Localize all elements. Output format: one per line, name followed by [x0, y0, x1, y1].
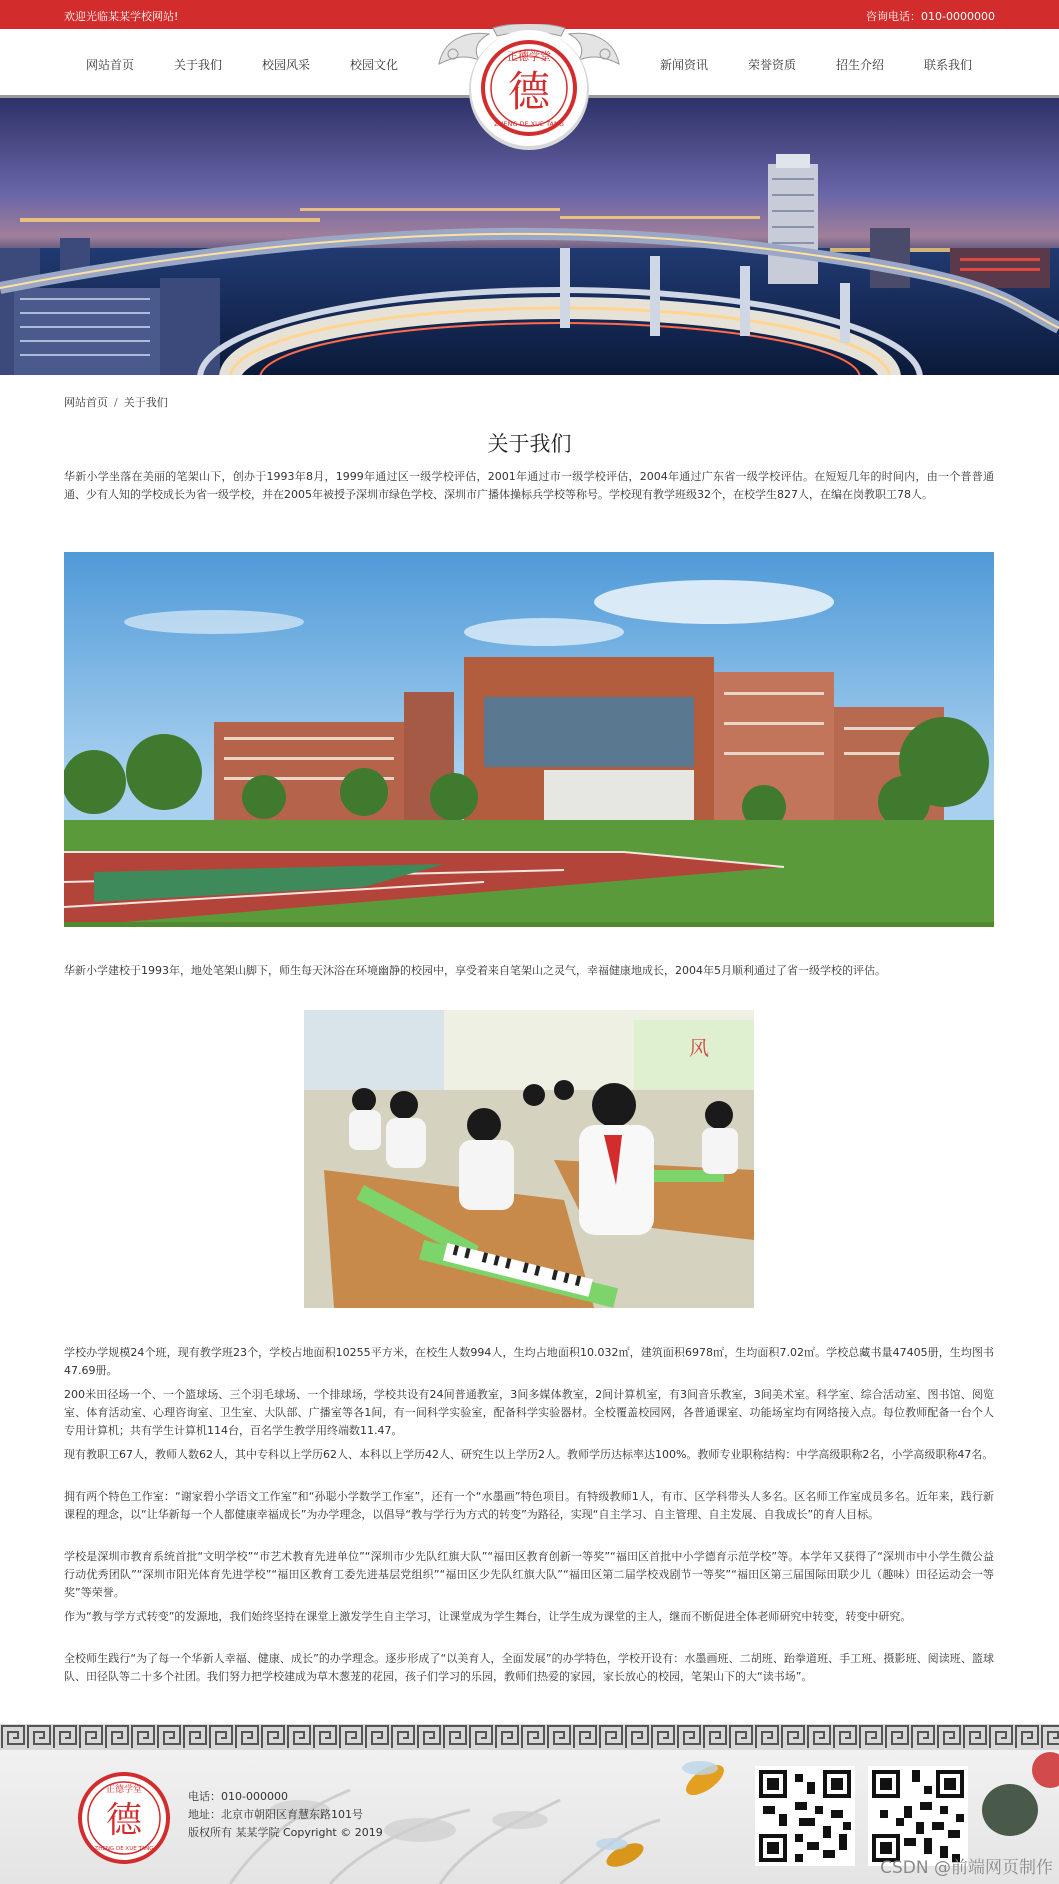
logo-emblem [433, 24, 625, 154]
breadcrumb-separator: / [114, 396, 118, 409]
nav-item-about[interactable]: 关于我们 [174, 58, 223, 72]
greek-key-pattern [0, 1724, 1059, 1750]
school-logo[interactable] [433, 24, 625, 154]
qr-code-1 [755, 1766, 855, 1866]
detail-paragraph-facilities: 200米田径场一个、一个篮球场、三个羽毛球场、一个排球场，学校共设有24间普通教室，3间多媒体教室，2间计算机室，有3间音乐教室，3间美术室。科学室、综合活动室、图书馆、阅览室、体育活动室、心理咨询室、卫生室、大队部、广播室等各1间，有一间科学实验室，配备科学实验器材。全校覆盖校园网，各普通课室、功能场室均有网络接入点。每位教师配备一台个人专用计算机；共有学生计算机114台，百名学生教学用终端数11.47。 [64, 1388, 994, 1437]
campus-building-image [64, 552, 994, 927]
breadcrumb-home[interactable]: 网站首页 [64, 396, 108, 409]
svg-text:风: 风 [689, 1036, 709, 1060]
logo-top-text: 正德学堂 [507, 50, 551, 63]
detail-paragraph-studios: 拥有两个特色工作室：“谢家碧小学语文工作室”和“孙聪小学数学工作室”，还有一个“水墨画”特色项目。有特级教师1人，有市、区学科带头人多名。区名师工作室成员多名。近年来，践行新课程的理念，以“让华新每一个人都健康幸福成长”为办学理念，以倡导“教与学行为方式的转变”为路径，实现“自主学习、自主管理、自主发展、自我成长”的育人目标。 [64, 1490, 994, 1521]
welcome-text: 欢迎光临某某学校网站! [64, 10, 179, 23]
campus-photo [64, 552, 994, 927]
footer-pattern-band [0, 1724, 1059, 1750]
students-playing-melodica-image [304, 1010, 754, 1308]
classroom-photo [304, 1010, 754, 1308]
nav-item-home[interactable]: 网站首页 [86, 58, 135, 72]
detail-paragraph-staff: 现有教职工67人，教师人数62人，其中专科以上学历62人、本科以上学历42人、研究生以上学历2人。教师学历达标率达100%。教师专业职称结构：中学高级职称2名，小学高级职称47名。 [64, 1448, 994, 1461]
nav-item-culture[interactable]: 校园文化 [350, 58, 399, 72]
footer-logo-top-text: 正德学堂 [105, 1785, 143, 1795]
bee-decoration-1 [681, 1759, 729, 1801]
logo-char: 德 [507, 67, 551, 116]
qr-code-2 [868, 1766, 968, 1866]
footer-copyright: 版权所有 某某学院 Copyright © 2019 [188, 1826, 383, 1839]
detail-paragraph-honors: 学校是深圳市教育系统首批“文明学校”“市艺术教育先进单位”“深圳市少先队红旗大队”“福田区教育创新一等奖”“福田区首批中小学德育示范学校”等。本学年又获得了“深圳市中小学生微公益行动优秀团队”“深圳市阳光体育先进学校”“福田区教育工委先进基层党组织”“福田区少先队红旗大队”“福田区第二届学校戏剧节一等奖”“福田区第三届国际田联少儿（趣味）田径运动会一等奖”等荣誉。 [64, 1550, 994, 1599]
history-paragraph: 华新小学建校于1993年，地处笔架山脚下，师生每天沐浴在环境幽静的校园中，享受着来自笔架山之灵气，幸福健康地成长，2004年5月顺利通过了省一级学校的评估。 [64, 964, 886, 977]
footer-address: 地址：北京市朝阳区育慧东路101号 [188, 1808, 363, 1821]
qr-code-icon [868, 1766, 968, 1866]
csdn-watermark: CSDN @前端网页制作 [880, 1858, 1053, 1878]
logo-bottom-text: ZHENG DE XUE TANG [494, 120, 564, 128]
site-footer [0, 1750, 1059, 1884]
intro-paragraph: 华新小学坐落在美丽的笔架山下，创办于1993年8月，1999年通过区一级学校评估，2001年通过市一级学校评估，2004年通过广东省一级学校评估。在短短几年的时间内，由一个普普通通、少有人知的学校成长为省一级学校，并在2005年被授予深圳市绿色学校、深圳市广播体操标兵学校等称号。学校现有教学班级32个，在校学生827人，在编在岗教职工78人。 [64, 470, 994, 501]
nav-item-admission[interactable]: 招生介绍 [836, 58, 885, 72]
page-title: 关于我们 [487, 432, 572, 456]
nav-item-campus[interactable]: 校园风采 [262, 58, 311, 72]
qr-code-icon [755, 1766, 855, 1866]
nav-item-honors[interactable]: 荣誉资质 [748, 58, 797, 72]
footer-logo-char: 德 [105, 1800, 143, 1841]
bee-decoration-2 [596, 1838, 647, 1872]
footer-contact-info [188, 1788, 383, 1842]
breadcrumb [64, 394, 168, 410]
footer-logo[interactable] [78, 1772, 170, 1864]
footer-logo-bottom-text: ZHENG DE XUE TANG [94, 1846, 154, 1852]
hotline-text: 咨询电话：010-0000000 [866, 10, 995, 23]
detail-paragraph-teaching: 作为“教与学方式转变”的发源地，我们始终坚持在课堂上激发学生自主学习，让课堂成为学生舞台，让学生成为课堂的主人，继而不断促进全体老师研究中转变，转变中研究。 [64, 1610, 912, 1623]
detail-paragraph-scale: 学校办学规模24个班，现有教学班23个，学校占地面积10255平方米，在校生人数994人，生均占地面积10.032㎡，建筑面积6978㎡，生均面积7.02㎡。学校总藏书量47405册，生均图书47.69册。 [64, 1346, 994, 1377]
detail-paragraph-philosophy: 全校师生践行“为了每一个华新人幸福、健康、成长”的办学理念。逐步形成了“以美育人，全面发展”的办学特色，学校开设有：水墨画班、二胡班、跆拳道班、手工班、摄影班、阅读班、篮球队、田径队等二十多个社团。我们努力把学校建成为草木葱茏的花园，孩子们学习的乐园，教师们热爱的家园，家长放心的校园，笔架山下的大“读书场”。 [64, 1652, 994, 1683]
footer-phone: 电话：010-000000 [188, 1790, 288, 1803]
nav-item-news[interactable]: 新闻资讯 [660, 58, 709, 72]
nav-item-contact[interactable]: 联系我们 [924, 58, 973, 72]
breadcrumb-current: 关于我们 [123, 396, 168, 409]
